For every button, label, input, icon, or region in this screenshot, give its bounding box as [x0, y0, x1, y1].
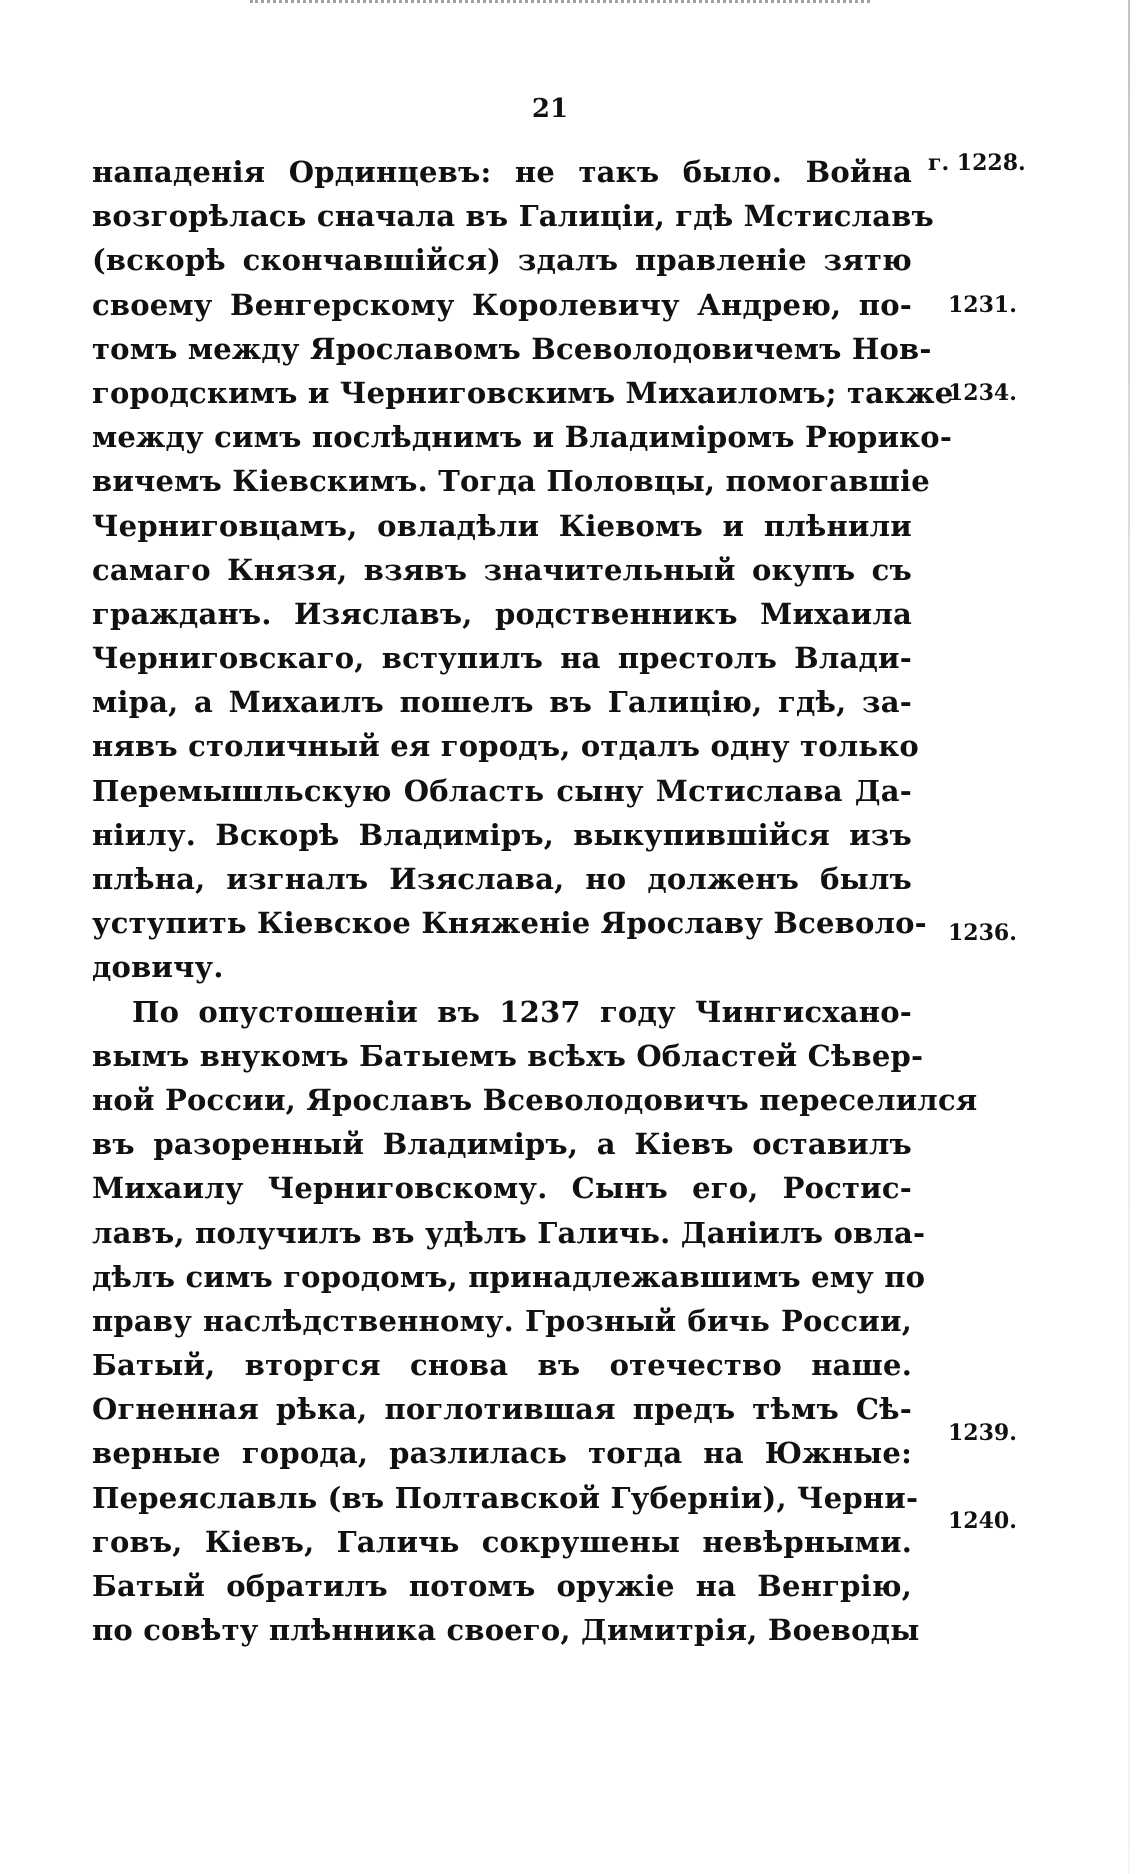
- text-line: вымъ внукомъ Батыемъ всѣхъ Областей Сѣвер-: [92, 1038, 924, 1073]
- text-line: лавъ, получилъ въ удѣлъ Галичь. Даніилъ овла-: [92, 1215, 926, 1250]
- text-line: своему Венгерскому Королевичу Андрею, по-: [92, 287, 912, 322]
- text-line: возгорѣлась сначала въ Галиціи, гдѣ Мстиславъ: [92, 199, 934, 234]
- text-line: верные города, разлилась тогда на Южные:: [92, 1436, 912, 1471]
- text-line: (вскорѣ скончавшійся) здалъ правленіе зятю: [92, 243, 912, 278]
- text-line: уступить Кіевское Княженіе Ярославу Всеволо-: [92, 906, 927, 941]
- text-line: ніилу. Вскорѣ Владиміръ, выкупившійся изъ: [92, 817, 912, 852]
- margin-year: 1236.: [948, 920, 1017, 946]
- text-line: Черниговцамъ, овладѣли Кіевомъ и плѣнили: [92, 508, 912, 543]
- text-line: въ разоренный Владиміръ, а Кіевъ оставилъ: [92, 1127, 912, 1162]
- margin-year: 1234.: [948, 380, 1017, 406]
- text-line: городскимъ и Черниговскимъ Михаиломъ; также: [92, 375, 954, 410]
- text-line: по совѣту плѣнника своего, Димитрія, Воеводы: [92, 1613, 920, 1648]
- page-number: 21: [531, 94, 569, 124]
- text-line: Черниговскаго, вступилъ на престолъ Влади-: [92, 641, 912, 676]
- text-line: Переяславль (въ Полтавской Губерніи), Черни-: [92, 1480, 919, 1515]
- text-line: Огненная рѣка, поглотившая предъ тѣмъ Сѣ-: [92, 1392, 912, 1427]
- text-line: міра, а Михаилъ пошелъ въ Галицію, гдѣ, за-: [92, 685, 912, 720]
- text-line: томъ между Ярославомъ Всеволодовичемъ Нов-: [92, 331, 932, 366]
- text-line: По опустошеніи въ 1237 году Чингисхано-: [132, 994, 912, 1029]
- text-line: нявъ столичный ея городъ, отдалъ одну только: [92, 729, 919, 764]
- text-line: Батый обратилъ потомъ оружіе на Венгрію,: [92, 1569, 912, 1603]
- text-line: вичемъ Кіевскимъ. Тогда Половцы, помогавшіе: [92, 464, 930, 499]
- margin-year: 1240.: [948, 1508, 1017, 1534]
- text-line: Перемышльскую Область сыну Мстислава Да-: [92, 773, 912, 808]
- text-line: говъ, Кіевъ, Галичь сокрушены невѣрными.: [92, 1524, 912, 1559]
- text-line: Батый, вторгся снова въ отечество наше.: [92, 1348, 912, 1383]
- text-line: гражданъ. Изяславъ, родственникъ Михаила: [92, 596, 912, 631]
- text-line: ной России, Ярославъ Всеволодовичъ переселился: [92, 1082, 978, 1117]
- text-line: нападенія Ординцевъ: не такъ было. Война: [92, 155, 912, 189]
- scan-artifact-top: [250, 0, 870, 9]
- text-line: плѣна, изгналъ Изяслава, но долженъ былъ: [92, 862, 912, 896]
- margin-year: 1239.: [948, 1420, 1017, 1446]
- text-line: между симъ послѣднимъ и Владиміромъ Рюрико-: [92, 420, 953, 455]
- text-line: Михаилу Черниговскому. Сынъ его, Ростис-: [92, 1171, 912, 1206]
- text-line: праву наслѣдственному. Грозный бичь России,: [92, 1303, 912, 1338]
- text-line: дѣлъ симъ городомъ, принадлежавшимъ ему по: [92, 1259, 926, 1294]
- margin-year: г. 1228.: [928, 150, 1026, 176]
- text-line: довичу.: [92, 950, 224, 985]
- margin-year: 1231.: [948, 292, 1017, 318]
- scan-artifact-edge: [1128, 0, 1130, 1874]
- text-line: самаго Князя, взявъ значительный окупъ съ: [92, 552, 912, 587]
